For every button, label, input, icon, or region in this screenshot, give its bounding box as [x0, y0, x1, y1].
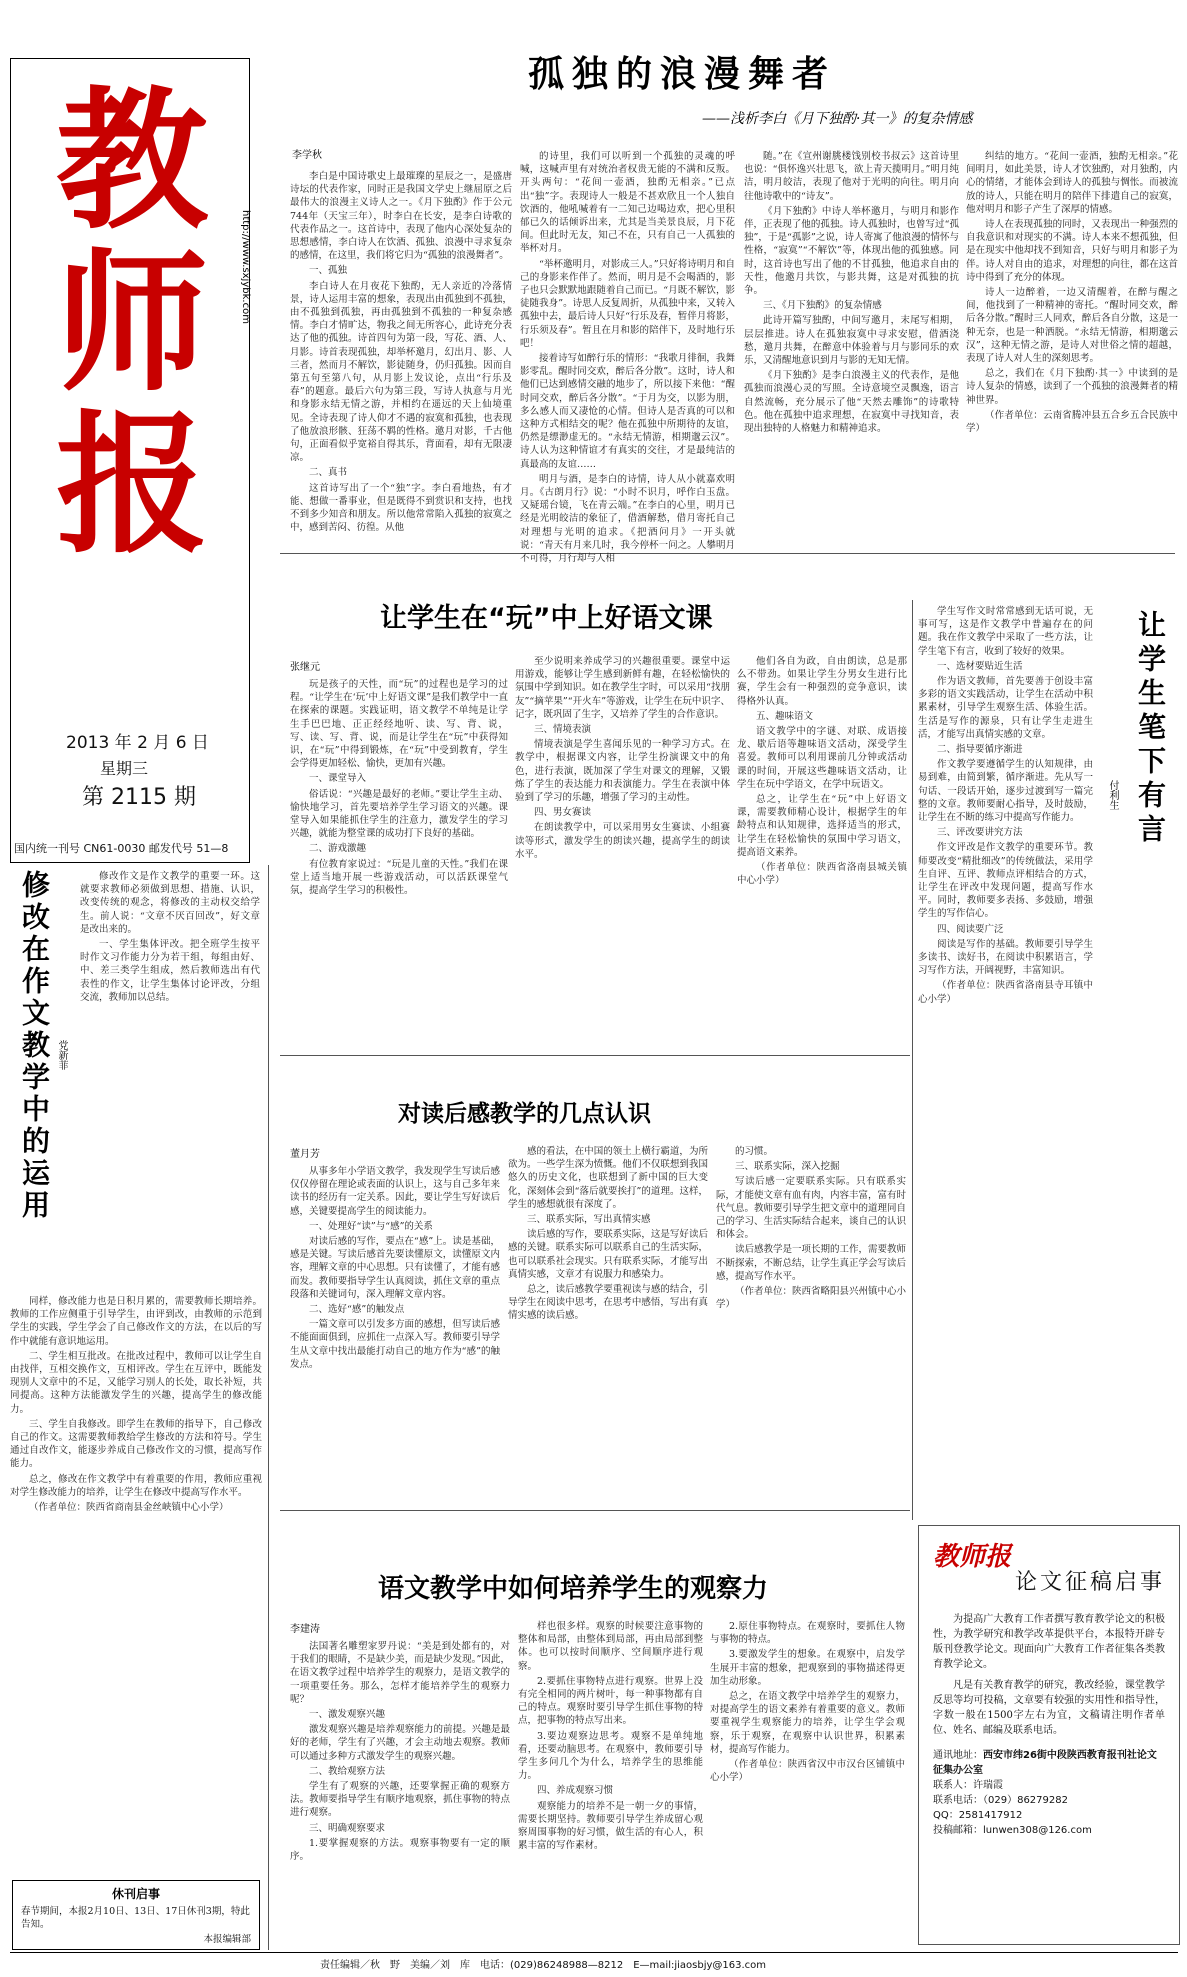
article-2-title: 让学生在“玩”中上好语文课 — [380, 603, 713, 634]
masthead — [0, 0, 262, 865]
ad-email: 投稿邮箱：lunwen308@126.com — [933, 1825, 1092, 1836]
ad-body: 为提高广大教育工作者撰写教育教学论文的积极性，为教学研究和教学改革提供平台，本报特开辟专版刊登教学论文。现面向广大教育工作者征集各类教育教学论文。 — [933, 1614, 1165, 1670]
article-1-col-3: 随。”在《宣州谢朓楼饯别校书叔云》这首诗里也说：“俱怀逸兴壮思飞，欲上青天揽明月。”明月纯洁，明月皎洁，表现了他对于光明的向往。明月向往他诗歌中的“诗友”。 《月下独酌》中诗人举杯邀月，与明月和影作伴，正表现了他的孤独。诗人孤独时，也曾写过“孤独”，于是“孤影”之说，诗人寄寓了他浪漫的情怀与性格，“寂寞”“不解饮”等，体现出他的孤独感。同时，这首诗也写出了他的不甘孤独，他追求自由的天性，他邀月共饮，与影共舞，这是对孤独的抗争。 三、《月下独酌》的复杂情感 此诗开篇写独酌，中间写邀月，末尾写相期，层层推进。诗人在孤独寂寞中寻求安慰，借酒浇愁，邀月共舞，在醉意中体验着与月与影同乐的欢乐，又清醒地意识到月与影的无知无情。 《月下独酌》是李白浪漫主义的代表作，是他孤独而浪漫心灵的写照。全诗意境空灵飘逸，语言自然流畅，充分展示了他“天然去雕饰”的诗歌特色。他在孤独中追求理想，在寂寞中寻找知音，表现出独特的人格魅力和精神追求。 — [744, 151, 959, 435]
article-1-author: 李学秋 — [292, 150, 322, 161]
masthead-weekday: 星期三 — [100, 759, 149, 778]
article-5-col-3: 的习惯。 三、联系实际，深入挖掘 写读后感一定要联系实际。只有联系实际，才能使文章有血有肉，内容丰富，富有时代气息。教师要引导学生把文章中的道理同自己的学习、生活实际结合起来，谈自己的认识和体会。 读后感教学是一项长期的工作，需要教师不断探索，不断总结，让学生真正学会写读后感，提高写作水平。 （作者单位：陕西省略阳县兴州镇中心小学） — [716, 1146, 907, 1311]
notice-title: 休刊启事 — [111, 1887, 160, 1901]
notice-body: 春节期间，本报2月10日、13日、17日休刊3期，特此告知。 — [21, 1906, 250, 1930]
article-4-col-2: 同样，修改能力也是日积月累的，需要教师长期培养。教师的工作应侧重于引导学生，由评到改，由教师的示范到学生的实践，学生学会了自己修改作文的方法，在以后的写作中就能有意识地运用。 二、学生相互批改。在批改过程中，教师可以让学生自由找伴，互相交换作文，互相评改。学生在互评中，既能发现别人文章中的不足，又能学习别人的长处，取长补短，共同提高。这种方法能激发学生的兴趣，提高学生的修改能力。 三、学生自我修改。即学生在教师的指导下，自己修改自己的作文。这需要教师教给学生修改的方法和符号。学生通过自改作文，能逐步养成自己修改作文的习惯，提高写作能力。 总之，修改在作文教学中有着重要的作用，教师应重视对学生修改能力的培养，让学生在修改中提高写作水平。 （作者单位：陕西省商南县金丝峡镇中心小学） — [10, 1296, 262, 1514]
masthead-issue: 第 2115 期 — [82, 785, 196, 810]
article-2-bottom-rule — [280, 1055, 910, 1056]
article-5-col-2: 感的看法，在中国的领土上横行霸道，为所欲为。一些学生深为愤慨。他们不仅联想到我国悠久的历史文化，也联想到了新中国的巨大变化，深刻体会到“落后就要挨打”的道理。这样，学生的感想就很有深度了。 三、联系实际，写出真情实感 读后感的写作，要联系实际，这是写好读后感的关键。联系实际可以联系自己的生活实际，也可以联系社会现实。只有联系实际，才能写出真情实感，文章才有说服力和感染力。 总之，读后感教学要重视读与感的结合，引导学生在阅读中思考，在思考中感悟，写出有真情实感的读后感。 — [508, 1146, 708, 1322]
masthead-url: http://www.sxjybk.com — [240, 210, 251, 324]
article-3-col-1: 学生写作文时常常感到无话可说，无事可写，这是作文教学中普遍存在的问题。我在作文教学中采取了一些方法，让学生笔下有言，收到了较好的效果。 一、选材要贴近生活 作为语文教师，首先要善于创设丰富多彩的语文实践活动，让学生在活动中积累素材，引导学生观察生活、体验生活。生活是写作的源泉，只有让学生走进生活，才能写出真情实感的文章。 二、指导要循序渐进 作文教学要遵循学生的认知规律，由易到难，由简到繁，循序渐进。先从写一句话、一段话开始，逐步过渡到写一篇完整的文章。教师要耐心指导，及时鼓励，让学生在不断的练习中提高写作能力。 三、评改要讲究方法 作文评改是作文教学的重要环节。教师要改变“精批细改”的传统做法，采用学生自评、互评、教师点评相结合的方式，让学生在评改中发现问题，提高写作水平。同时，教师要多表扬、多鼓励，增强学生的写作信心。 四、阅读要广泛 阅读是写作的基础。教师要引导学生多读书、读好书，在阅读中积累语言，学习写作方法，开阔视野，丰富知识。 （作者单位：陕西省洛南县寺耳镇中心小学） — [918, 606, 1093, 1005]
article-1-col-2: 的诗里，我们可以听到一个孤独的灵魂的呼喊，这喊声里有对统治者权贵无能的不满和反叛。开头两句：“花间一壶酒，独酌无相亲。”已点出“独”字。表现诗人一般是不甚欢欣且一个人独自饮酒的，他吼喊着有一二知己边喝边欢，把心里积郁已久的话倾诉出来，尤其是当美景良辰，月下花间。但此时无友，知己不在，只有自己一人孤独的举杯对月。 “举杯邀明月，对影成三人。”只好将诗明月和自己的身影来作伴了。然而，明月是不会喝酒的，影子也只会默默地跟随着自己而已。“月既不解饮，影徒随我身”。诗思人反复周折，从孤独中来，又转入孤独中去，最后诗人只好“行乐及春，暂伴月将影，行乐须及春”。暂且在月和影的陪伴下，及时地行乐吧！ 接着诗写如醉行乐的情形：“我歌月徘徊，我舞影零乱。醒时同交欢，醉后各分散”。这时，诗人和他们已达到感情交融的地步了，所以接下来他：“醒时同交欢，醉后各分散”。“于月为交，以影为朋，多么感人而又凄怆的心情。但诗人是否真的可以和这种方式相结交的呢？他在孤独中所期待的友谊，仍然是缥渺虚无的。“永结无情游，相期邈云汉”。诗人认为这种情谊才有真实的交往，才是最纯洁的真最高的友谊…… 明月与酒，是李白的诗情，诗人从小就嘉欢明月。《古朗月行》说：“小时不识月，呼作白玉盘。又疑瑶台镜，飞在青云端。”在李白的心里，明月已经是光明皎洁的象征了，借酒解愁，借月寄托自己对理想与光明的追求。《把酒问月》一开头就说：“青天有月来几时，我今停杯一问之。人攀明月不可得，月行却与人相 — [520, 151, 735, 565]
article-1-col-1: 李白是中国诗歌史上最璀璨的星辰之一，是盛唐诗坛的代表作家，同时正是我国文学史上继屈原之后最伟大的浪漫主义诗人之一。《月下独酌》作于公元744年（天宝三年），时李白在长安，是李白诗歌的代表作品之一。这首诗中，表现了他内心深处复杂的思想感情，李白诗人在饮酒、孤独、浪漫中寻求复杂的感情，在这里，我们将它归为“孤独的浪漫舞者”。 一、孤独 李白诗人在月夜花下独酌，无人亲近的冷落情景，诗人运用丰富的想象，表现出由孤独到不孤独，由不孤独到孤独，再由孤独到不孤独的一种复杂感情。李白才情旷达，物我之间无所容心，此诗充分表达了他的孤独。诗首四句为第一段，写花、酒、人、月影。诗首表现孤独，却举杯邀月，幻出月、影、人三者，然而月不解饮，影徒随身，仍归孤独。因而自第五句至第八句，从月影上发议论，点出“行乐及春”的题意。最后六句为第三段，写诗人执意与月光和身影永结无情之游，并相约在遥远的天上仙境重见。全诗表现了诗人仰才不遇的寂寞和孤独，也表现了他放浪形骸、狂荡不羁的性格。邀月对影，千古他句，正面看似乎宽裕自得其乐，背面看，却有无限凄凉。 二、真书 这首诗写出了一个“独”字。李白看地热，有才能、想做一番事业，但是既得不到赏识和支持，也找不到多少知音和朋友。所以他常常陷入孤独的寂寞之中，感到苦闷、彷徨。从他 — [290, 171, 512, 534]
article-2-col-3: 他们各自为政，自由朗读，总是那么不带劲。如果让学生分男女生进行比赛，学生会有一种强烈的竞争意识，读得格外认真。 五、趣味语文 语文教学中的字谜、对联、成语接龙、歇后语等趣味语文活动，深受学生喜爱。教师可以利用课前几分钟或活动课的时间，开展这些趣味语文活动，让学生在玩中学语文，在学中玩语文。 总之，让学生在“玩”中上好语文课，需要教师精心设计，根据学生的年龄特点和认知规律，选择适当的形式，让学生在轻松愉快的氛围中学习语文，提高语文素养。 （作者单位：陕西省洛南县城关镇中心小学） — [737, 656, 907, 887]
article-6-col-3: 2.原住事物特点。在观察时，要抓住人物与事物的特点。 3.要激发学生的想象。在观察中，启发学生展开丰富的想象，把观察到的事物描述得更加生动形象。 总之，在语文教学中培养学生的观察力，对提高学生的语文素养有着重要的意义。教师要重视学生观察能力的培养，让学生学会观察，乐于观察，在观察中认识世界，积累素材，提高写作能力。 （作者单位：陕西省汉中市汉台区铺镇中心小学） — [710, 1621, 905, 1784]
article-5-col-1: 从事多年小学语文教学，我发现学生写读后感仅仅停留在理论或表面的认识上，这与自己多年来读书的经历有一定关系。因此，要让学生写好读后感，关键要提高学生的阅读能力。 一、处理好“读”与“感”的关系 对读后感的写作，要点在“感”上。读是基础，感是关键。写读后感首先要读懂原文，读懂原文内容，理解文章的中心思想。只有读懂了，才能有感而发。教师要指导学生认真阅读，抓住文章的重点段落和关键词句，深入理解文章内容。 二、选好“感”的触发点 一篇文章可以引发多方面的感想，但写读后感不能面面俱到，应抓住一点深入写。教师要引导学生从文章中找出最能打动自己的地方作为“感”的触发点。 — [290, 1166, 500, 1370]
article-3-author: 付利生 — [1107, 780, 1118, 810]
article-3-title: 让学生笔下有言 — [1134, 610, 1167, 848]
ad-logo: 教师报 — [933, 1542, 1012, 1572]
article-2-col-2: 至少说明来养成学习的兴趣很重要。课堂中运用游戏，能够让学生感到新鲜有趣，在轻松愉快的氛围中学到知识。如在教学生字时，可以采用“找朋友”“摘苹果”“开火车”等游戏，让学生在玩中识字、记字，既巩固了生字，又培养了学生的合作意识。 三、情境表演 情境表演是学生喜闻乐见的一种学习方式。在教学中，根据课文内容，让学生扮演课文中的角色，进行表演，既加深了学生对课文的理解，又锻炼了学生的表达能力和表演能力。学生在表演中体验到了学习的乐趣，增强了学习的主动性。 四、男女赛读 在朗读教学中，可以采用男女生赛读、小组赛读等形式，激发学生的朗读兴趣，提高学生的朗读水平。 — [515, 656, 730, 860]
masthead-logo: 教师报 — [31, 80, 210, 566]
ad-contact: 联系人：许瑞霞 — [933, 1780, 1003, 1791]
ad-body-2: 凡是有关教育教学的研究，教改经验，课堂教学反思等均可投稿，文章要有较强的实用性和指导性，字数一般在1500字左右为宜，文稿请注明作者单位、姓名、邮编及联系电话。 — [933, 1680, 1165, 1736]
notice-box — [12, 1880, 260, 1950]
footer-credits: 责任编辑／秋 野 美编／刘 库 电话：(029)86248988—8212 E—mail:jiaosbjy@163.com — [320, 1960, 767, 1971]
article-2-author: 张继元 — [290, 662, 320, 673]
article-6-col-1: 法国著名雕塑家罗丹说：“美是到处都有的，对于我们的眼睛，不是缺少美，而是缺少发现。”因此，在语文教学过程中培养学生的观察力，是语文教学的一项重要任务。那么，怎样才能培养学生的观察力呢？ 一、激发观察兴趣 激发观察兴趣是培养观察能力的前提。兴趣是最好的老师，学生有了兴趣，才会主动地去观察。教师可以通过多种方式激发学生的观察兴趣。 二、教给观察方法 学生有了观察的兴趣，还要掌握正确的观察方法。教师要指导学生有顺序地观察，抓住事物的特点进行观察。 三、明确观察要求 1.要掌握观察的方法。观察事物要有一定的顺序。 — [290, 1641, 510, 1863]
article-6-col-2: 样也很多样。观察的时候要注意事物的整体和局部，由整体到局部，再由局部到整体。也可以按时间顺序、空间顺序进行观察。 2.要抓住事物特点进行观察。世界上没有完全相同的两片树叶，每一种事物都有自己的特点。观察时要引导学生抓住事物的特点，把事物的特点写出来。 3.要边观察边思考。观察不是单纯地看，还要动脑思考。在观察中，教师要引导学生多问几个为什么，培养学生的思维能力。 四、养成观察习惯 观察能力的培养不是一朝一夕的事情，需要长期坚持。教师要引导学生养成留心观察周围事物的好习惯，做生活的有心人，积累丰富的写作素材。 — [518, 1621, 703, 1852]
article-2-col-1: 玩是孩子的天性，而“玩”的过程也是学习的过程。“让学生在‘玩’中上好语文课”是我们教学中一直在探索的课题。实践证明，语文教学不单纯是让学生手巴巴地、正正经经地听、读、写、背、说，写、读、写、背、说，而是让学生在“玩”中获得知识，在“玩”中得到锻炼，在“玩”中受到教育，学生会学得更加轻松、愉快，更加有兴趣。 一、课堂导入 俗话说：“兴趣是最好的老师。”要让学生主动、愉快地学习，首先要培养学生学习语文的兴趣。课堂导入如果能抓住学生的注意力，激发学生的学习兴趣，就能为整堂课的成功打下良好的基础。 二、游戏激趣 有位教育家说过：“玩是儿童的天性。”我们在课堂上适当地开展一些游戏活动，可以活跃课堂气氛，提高学生学习的积极性。 — [290, 679, 508, 897]
article-1-col-4: 纠结的地方。“花间一壶酒，独酌无相亲。”花间明月，如此美景，诗人才饮独酌，对月独酌，内心的情绪，才能体会到诗人的孤独与惆怅。而被流放的诗人，只能在明月的陪伴下排遣自己的寂寞，他对明月和影子产生了深厚的情感。 诗人在表现孤独的同时，又表现出一种强烈的自我意识和对现实的不满。诗人本来不想孤独，但是在现实中他却找不到知音，只好与明月和影子为伴。诗人对自由的追求，对理想的向往，都在这首诗中得到了充分的体现。 诗人一边醉着，一边又清醒着，在醉与醒之间，他找到了一种精神的寄托。“醒时同交欢，醉后各分散。”醒时三人同欢，醉后各自分散，这是一种无奈，也是一种洒脱。“永结无情游，相期邈云汉”，这种无情之游，是诗人对世俗之情的超越，表现了诗人对人生的深刻思考。 总之，我们在《月下独酌·其一》中读到的是诗人复杂的情感，读到了一个孤独的浪漫舞者的精神世界。 （作者单位：云南省腾冲县五合乡五合民族中学） — [966, 151, 1178, 435]
ad-box — [918, 1525, 1180, 1945]
article-6-author: 李建涛 — [290, 1624, 320, 1635]
ad-phone: 联系电话：（029）86279282 — [933, 1795, 1068, 1806]
ad-address: 通讯地址：西安市纬26街中段陕西教育报刊社论文征集办公室 — [933, 1750, 1157, 1776]
article-6-title: 语文教学中如何培养学生的观察力 — [378, 1574, 769, 1604]
article-5-bottom-rule — [280, 1510, 910, 1511]
masthead-date: 2013 年 2 月 6 日 — [66, 733, 209, 753]
masthead-pub-code: 国内统一刊号 CN61-0030 邮发代号 51—8 — [14, 842, 229, 855]
article-1-title: 孤独的浪漫舞者 — [528, 54, 837, 95]
ad-qq: QQ：2581417912 — [933, 1810, 1023, 1821]
ad-title: 论文征稿启事 — [1014, 1570, 1165, 1595]
article-3-left-rule — [912, 600, 913, 1520]
article-4-col-1: 修改作文是作文教学的重要一环。这就要求教师必须做到思想、措施、认识，改变传统的观念，将修改的主动权交给学生。前人说：“文章不厌百回改”，好文章是改出来的。 一、学生集体评改。把全班学生按平时作文习作能力分为若干组，每组由好、中、差三类学生组成，然后教师选出有代表性的作文，让学生集体讨论评改，分组交流，教师加以总结。 — [80, 871, 260, 1003]
article-4-title: 修改在作文教学中的运用 — [18, 870, 51, 1222]
article-5-author: 董月芳 — [290, 1149, 320, 1160]
article-5-title: 对读后感教学的几点认识 — [398, 1101, 651, 1127]
article-4-author: 党新菲 — [56, 1040, 67, 1070]
article-4-right-rule — [268, 865, 269, 1950]
notice-sign: 本报编辑部 — [203, 1934, 251, 1945]
article-1-subtitle: ——浅析李白《月下独酌·其一》的复杂情感 — [702, 111, 973, 127]
footer-rule — [10, 1952, 1178, 1953]
